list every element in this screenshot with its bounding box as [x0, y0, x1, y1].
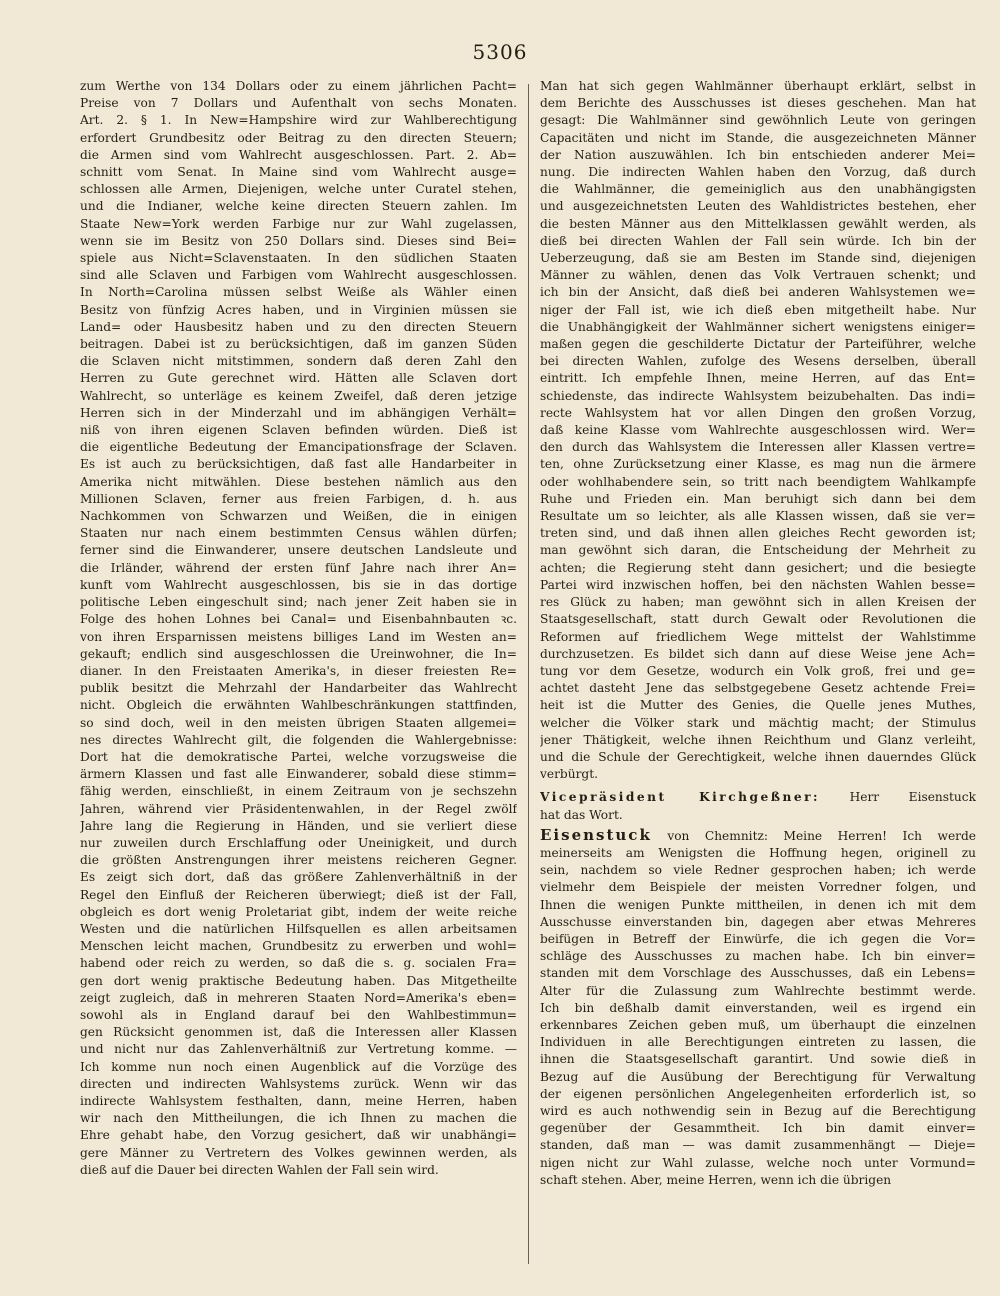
text-line: tung vor dem Gesetze, wodurch ein Volk groß, frei und ge= [540, 663, 976, 678]
text-line: und die Schule der Gerechtigkeit, welche ihnen dauerndes Glück [540, 749, 976, 764]
text-line: publik besitzt die Mehrzahl der Handarbeiter das Wahlrecht [80, 681, 517, 696]
text-line: Herren sich in der Minderzahl und im abhängigen Verhält= [80, 405, 517, 420]
text-line: spiele aus Nicht=Sclavenstaaten. In den südlichen Staaten [80, 251, 517, 266]
text-line: erfordert Grundbesitz oder Beitrag zu den directen Steuern; [80, 130, 517, 145]
right-column-text-b [540, 845, 976, 1189]
text-line: kunft vom Wahlrecht ausgeschlossen, bis sie in das dortige [80, 577, 517, 592]
text-line: obgleich es dort wenig Proletariat gibt, indem der weite reiche [80, 904, 517, 919]
text-line: Jahre lang die Regierung in Händen, und sie verliert diese [80, 818, 517, 833]
text-line: indirecte Wahlsystem festhalten, dann, meine Herren, haben [80, 1093, 517, 1108]
text-line: Individuen in alle Berechtigungen eintreten zu lassen, die [540, 1035, 976, 1050]
text-line: bei directen Wahlen, zufolge des Wesens derselben, überall [540, 354, 976, 369]
text-line: die Wahlmänner, die gemeiniglich aus den unabhängigsten [540, 182, 976, 197]
text-line: zum Werthe von 134 Dollars oder zu einem jährlichen Pacht= [80, 79, 517, 93]
text-line: Jahren, während vier Präsidentenwahlen, in der Regel zwölf [80, 801, 517, 816]
text-line: ärmern Klassen und fast alle Einwanderer, sobald diese stimm= [80, 767, 517, 782]
text-line: gesagt: Die Wahlmänner sind gewöhnlich Leute von geringen [540, 113, 976, 128]
text-line: Ich komme nun noch einen Augenblick auf die Vorzüge des [80, 1059, 517, 1074]
text-line: schaft stehen. Aber, meine Herren, wenn ich die übrigen [540, 1172, 892, 1187]
text-line: Ueberzeugung, daß sie am Besten im Stande sind, diejenigen [540, 251, 976, 266]
text-line: dianer. In den Freistaaten Amerika's, in dieser freiesten Re= [80, 663, 517, 678]
text-line: Resultate um so leichter, als alle Klassen wissen, daß sie ver= [540, 509, 976, 524]
right-column-text-a [540, 78, 976, 783]
text-line: schläge des Ausschusses zu machen habe. Ich bin einver= [540, 949, 976, 964]
text-line: treten sind, und daß ihnen allen gleiches Recht geworden ist; [540, 526, 976, 541]
text-line: dem Berichte des Ausschusses ist dieses geschehen. Man hat [540, 96, 976, 111]
text-line: ihnen die Staatsgesellschaft garantirt. Und sowie dieß in [540, 1052, 976, 1067]
text-line: gere Männer zu Vertretern des Volkes gewinnen werden, als [80, 1145, 517, 1160]
text-line: Man hat sich gegen Wahlmänner überhaupt erklärt, selbst in [540, 79, 976, 93]
text-line: sowohl als in England darauf bei den Wahlbestimmun= [80, 1007, 517, 1022]
text-line: sind alle Sclaven und Farbigen vom Wahlrecht ausgeschlossen. [80, 268, 517, 283]
text-line: ich bin der Ansicht, daß dieß bei anderen Wahlsystemen we= [540, 285, 976, 300]
text-line: schnitt vom Senat. In Maine sind vom Wahlrecht ausge= [80, 165, 517, 180]
text-line: standen mit dem Vorschlage des Ausschusses, daß ein Lebens= [540, 966, 976, 981]
text-line: der eigenen persönlichen Angelegenheiten erforderlich ist, so [540, 1086, 976, 1101]
text-line: maßen gegen die geschilderte Dictatur der Parteiführer, welche [540, 337, 976, 352]
text-line: Land= oder Hausbesitz haben und zu den directen Steuern [80, 319, 517, 334]
text-line: Art. 2. § 1. In New=Hampshire wird zur Wahlberechtigung [80, 113, 517, 128]
speech-main-first-line [540, 827, 976, 845]
text-line: wird es auch nothwendig sein in Bezug auf die Berechtigung [540, 1103, 976, 1118]
text-line: recte Wahlsystem hat vor allen Dingen den großen Vorzug, [540, 405, 976, 420]
text-line: gen Rücksicht genommen ist, daß die Interessen aller Klassen [80, 1025, 517, 1040]
text-line: niger der Fall ist, wie ich dieß eben mitgetheilt habe. Nur [540, 302, 976, 317]
text-line: directen und indirecten Wahlsystems zurück. Wenn wir das [80, 1076, 517, 1091]
text-line: Ich bin deßhalb damit einverstanden, weil es irgend ein [540, 1000, 976, 1015]
text-line: ten, ohne Zurücksetzung einer Klasse, es mag nun die ärmere [540, 457, 976, 472]
text-line: achten; die Regierung steht dann gesichert; und die besiegte [540, 560, 976, 575]
text-line: Alter für die Zulassung zum Wahlrechte bestimmt werde. [540, 983, 976, 998]
text-line: gekauft; endlich sind ausgeschlossen die Ureinwohner, die In= [80, 646, 517, 661]
text-line: Bezug auf die Ausübung der Berechtigung für Verwaltung [540, 1069, 976, 1084]
speech-main-first-line-rest: von Chemnitz: Meine Herren! Ich werde [667, 828, 976, 843]
text-line: nur zuweilen durch Erschlaffung oder Uneinigkeit, und durch [80, 835, 517, 850]
text-line: gegenüber der Gesammtheit. Ich bin damit einver= [540, 1121, 976, 1136]
text-line: Es zeigt sich dort, daß das größere Zahlenverhältniß in der [80, 870, 517, 885]
text-line: durchzusetzen. Es bildet sich dann auf diese Weise jene Ach= [540, 646, 976, 661]
text-line: erkennbares Zeichen geben muß, um überhaupt die einzelnen [540, 1017, 976, 1032]
speech-intro-continuation: hat das Wort. [540, 807, 623, 822]
text-line: Staatsgesellschaft, statt durch Gewalt oder Revolutionen die [540, 612, 976, 627]
text-line: man gewöhnt sich daran, die Entscheidung der Mehrheit zu [540, 543, 976, 558]
text-line: politische Leben eingeschult sind; nach jener Zeit haben sie in [80, 595, 517, 610]
text-line: verbürgt. [540, 767, 598, 782]
speaker-name-vicepresident: Vicepräsident Kirchgeßner: [540, 790, 821, 805]
text-line: die Sclaven nicht mitstimmen, sondern daß deren Zahl den [80, 354, 517, 369]
text-line: Dort hat die demokratische Partei, welche vorzugsweise die [80, 749, 517, 764]
text-line: Staaten nur nach einem bestimmten Census wählen dürfen; [80, 526, 517, 541]
text-line: Ihnen die wenigen Punkte mittheilen, in denen ich mit dem [540, 897, 976, 912]
text-line: zeigt zugleich, daß in mehreren Staaten Nord=Amerika's eben= [80, 990, 517, 1005]
text-line: und die Indianer, welche keine directen Steuern zahlen. Im [80, 199, 517, 214]
text-line: die eigentliche Bedeutung der Emancipationsfrage der Sclaven. [80, 440, 517, 455]
text-line: Regel den Einfluß der Reicheren überwiegt; dieß ist der Fall, [80, 887, 517, 902]
text-line: dieß auf die Dauer bei directen Wahlen der Fall sein wird. [80, 1162, 439, 1177]
text-line: res Glück zu haben; man gewöhnt sich in allen Kreisen der [540, 595, 976, 610]
text-line: von ihren Ersparnissen meistens billiges Land im Westen an= [80, 629, 517, 644]
text-line: wenn sie im Besitz von 250 Dollars sind. Dieses sind Bei= [80, 233, 517, 248]
text-line: daß keine Klasse vom Wahlrechte ausgeschlossen wird. Wer= [540, 423, 976, 438]
text-line: Folge des hohen Lohnes bei Canal= und Eisenbahnbauten ꝛc. [80, 612, 517, 627]
text-line: Besitz von fünfzig Acres haben, und in Virginien müssen sie [80, 302, 517, 317]
text-line: die größten Anstrengungen ihrer meistens reicheren Gegner. [80, 853, 517, 868]
text-line: Staate New=York werden Farbige nur zur Wahl zugelassen, [80, 216, 517, 231]
text-line: die Armen sind vom Wahlrecht ausgeschlossen. Part. 2. Ab= [80, 147, 517, 162]
text-line: wir nach den Mittheilungen, die ich Ihnen zu machen die [80, 1111, 517, 1126]
text-line: Ruhe und Frieden ein. Man beruhigt sich dann bei dem [540, 491, 976, 506]
text-line: ferner sind die Einwanderer, unsere deutschen Landsleute und [80, 543, 517, 558]
left-column [80, 78, 517, 1179]
text-line: heit ist die Mutter des Genies, die Quelle jenes Muthes, [540, 698, 976, 713]
text-line: den durch das Wahlsystem die Interessen aller Klassen vertre= [540, 440, 976, 455]
speaker-name-eisenstuck: Eisenstuck [540, 826, 652, 844]
speech-intro-line [540, 789, 976, 806]
text-line: und ausgezeichnetsten Leuten des Wahldistrictes bestehen, eher [540, 199, 976, 214]
text-line: gen dort wenig praktische Bedeutung haben. Das Mitgetheilte [80, 973, 517, 988]
text-line: vielmehr dem Beispiele der meisten Vorredner folgen, und [540, 880, 976, 895]
text-line: nigen nicht zur Wahl zulasse, welche noch unter Vormund= [540, 1155, 976, 1170]
text-line: Wahlrecht, so unterläge es keinem Zweifel, daß deren jetzige [80, 388, 517, 403]
text-line: schiedenste, das indirecte Wahlsystem beizubehalten. Das indi= [540, 388, 976, 403]
text-line: Menschen leicht machen, Grundbesitz zu erwerben und wohl= [80, 939, 517, 954]
text-line: oder wohlhabendere sein, so tritt nach beendigtem Wahlkampfe [540, 474, 976, 489]
text-line: und nicht nur das Zahlenverhältniß zur Vertretung komme. — [80, 1042, 517, 1057]
text-line: schlossen alle Armen, Diejenigen, welche unter Curatel stehen, [80, 182, 517, 197]
right-column [540, 78, 976, 1189]
text-line: Männer zu wählen, denen das Volk Vertrauen schenkt; und [540, 268, 976, 283]
text-line: nes directes Wahlrecht gilt, die folgenden die Wahlergebnisse: [80, 732, 517, 747]
text-line: jener Thätigkeit, welche ihnen Reichthum und Glanz verleiht, [540, 732, 976, 747]
text-line: achtet dasteht Jene das selbstgegebene Gesetz achtende Frei= [540, 681, 976, 696]
text-line: Reformen auf friedlichem Wege mittelst der Wahlstimme [540, 629, 976, 644]
text-line: so sind doch, weil in den meisten übrigen Staaten allgemei= [80, 715, 517, 730]
text-line: Amerika nicht mitwählen. Diese bestehen nämlich aus den [80, 474, 517, 489]
text-line: Herren zu Gute gerechnet wird. Hätten alle Sclaven dort [80, 371, 517, 386]
text-line: dieß bei directen Wahlen der Fall sein würde. Ich bin der [540, 233, 976, 248]
column-divider [528, 84, 529, 1264]
text-line: Nachkommen von Schwarzen und Weißen, die in einigen [80, 509, 517, 524]
text-line: beitragen. Dabei ist zu berücksichtigen, daß im ganzen Süden [80, 337, 517, 352]
text-line: Millionen Sclaven, ferner aus freien Farbigen, d. h. aus [80, 491, 517, 506]
text-line: Ehre gehabt habe, den Vorzug gesichert, daß wir unabhängi= [80, 1128, 517, 1143]
text-line: Partei wird inzwischen hoffen, bei den nächsten Wahlen besse= [540, 577, 976, 592]
text-line: die besten Männer aus den Mittelklassen gewählt werden, als [540, 216, 976, 231]
text-line: welcher die Völker stark und mächtig macht; der Stimulus [540, 715, 976, 730]
text-line: habend oder reich zu werden, so daß die s. g. socialen Fra= [80, 956, 517, 971]
text-line: beifügen in Betreff der Einwürfe, die ich gegen die Vor= [540, 931, 976, 946]
text-line: nung. Die indirecten Wahlen haben den Vorzug, daß durch [540, 165, 976, 180]
text-line: Ausschusse einverstanden bin, dagegen aber etwas Mehreres [540, 914, 976, 929]
text-line: Preise von 7 Dollars und Aufenthalt von sechs Monaten. [80, 96, 517, 111]
text-line: Es ist auch zu berücksichtigen, daß fast alle Handarbeiter in [80, 457, 517, 472]
text-line: die Unabhängigkeit der Wahlmänner sichert wenigstens einiger= [540, 319, 976, 334]
text-line: In North=Carolina müssen selbst Weiße als Wähler einen [80, 285, 517, 300]
page-number: 5306 [472, 40, 528, 64]
text-line: die Irländer, während der ersten fünf Jahre nach ihrer An= [80, 560, 517, 575]
text-line: Capacitäten und nicht im Stande, die ausgezeichneten Männer [540, 130, 976, 145]
text-line: standen, daß man — was damit zusammenhängt — Dieje= [540, 1138, 976, 1153]
text-line: sein, nachdem so viele Redner gesprochen haben; ich werde [540, 863, 976, 878]
text-line: meinerseits am Wenigsten die Hoffnung hegen, originell zu [540, 845, 976, 860]
text-line: fähig werden, einschließt, in einem Zeitraum von je sechszehn [80, 784, 517, 799]
text-line: der Nation auszuwählen. Ich bin entschieden anderer Mei= [540, 147, 976, 162]
text-line: Westen und die natürlichen Hilfsquellen es allen arbeitsamen [80, 921, 517, 936]
text-line: nicht. Obgleich die erwähnten Wahlbeschränkungen stattfinden, [80, 698, 517, 713]
text-line: niß von ihren eigenen Sclaven befinden würden. Dieß ist [80, 423, 517, 438]
text-line: eintritt. Ich empfehle Ihnen, meine Herren, auf das Ent= [540, 371, 976, 386]
speech-intro-rest: Herr Eisenstuck [849, 790, 976, 805]
